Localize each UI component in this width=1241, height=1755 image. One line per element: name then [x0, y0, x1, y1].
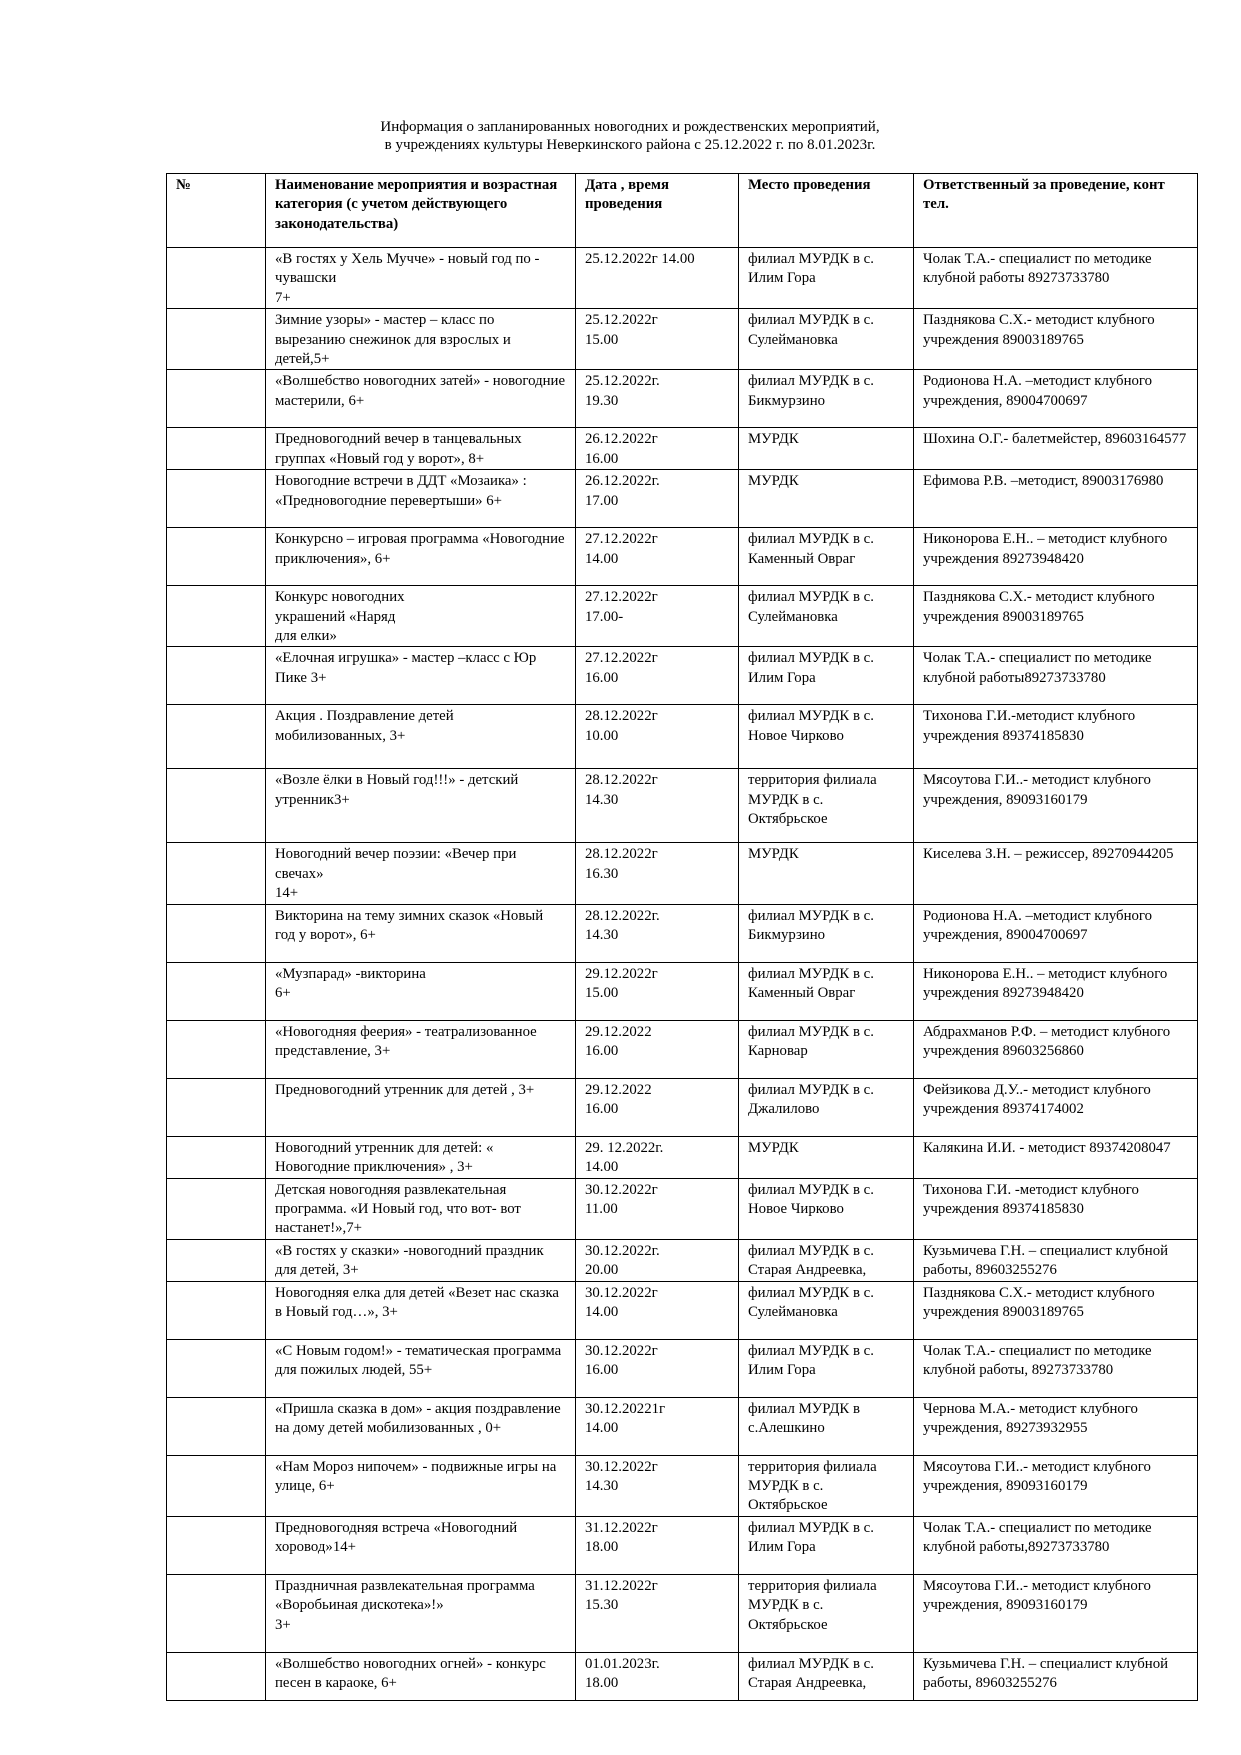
cell-date-time: 27.12.2022г 16.00 [576, 647, 739, 705]
cell-date-time: 30.12.2022г. 20.00 [576, 1239, 739, 1281]
cell-responsible: Тихонова Г.И. -методист клубного учреждения 89374185830 [914, 1178, 1198, 1239]
cell-place: филиал МУРДК в с. Новое Чирково [739, 705, 914, 769]
cell-event-name: «С Новым годом!» - тематическая программа для пожилых людей, 55+ [266, 1339, 576, 1397]
table-body [167, 248, 1198, 1701]
cell-date-time: 28.12.2022г 16.30 [576, 843, 739, 904]
table-row [167, 1516, 1198, 1574]
cell-responsible: Чолак Т.А.- специалист по методике клубной работы 89273733780 [914, 248, 1198, 309]
cell-place: филиал МУРДК в с. Бикмурзино [739, 370, 914, 428]
cell-responsible: Пазднякова С.Х.- методист клубного учреждения 89003189765 [914, 309, 1198, 370]
cell-place: филиал МУРДК в с. Каменный Овраг [739, 962, 914, 1020]
cell-number [167, 1455, 266, 1516]
cell-place: филиал МУРДК в с. Джалилово [739, 1078, 914, 1136]
table-row [167, 1239, 1198, 1281]
table-row [167, 843, 1198, 904]
cell-date-time: 30.12.2022г 14.00 [576, 1281, 739, 1339]
cell-date-time: 28.12.2022г 10.00 [576, 705, 739, 769]
title-line-1: Информация о запланированных новогодних и рождественских мероприятий, [380, 119, 880, 135]
cell-number [167, 1281, 266, 1339]
cell-responsible: Калякина И.И. - методист 89374208047 [914, 1136, 1198, 1178]
cell-number [167, 1239, 266, 1281]
table-row [167, 309, 1198, 370]
cell-event-name: Предновогодний утренник для детей , 3+ [266, 1078, 576, 1136]
table-row [167, 1574, 1198, 1652]
cell-date-time: 25.12.2022г. 19.30 [576, 370, 739, 428]
title-line-2: в учреждениях культуры Неверкинского района с 25.12.2022 г. по 8.01.2023г. [384, 137, 876, 153]
cell-place: филиал МУРДК в с. Новое Чирково [739, 1178, 914, 1239]
table-row [167, 705, 1198, 769]
header-place: Место проведения [739, 174, 914, 248]
cell-number [167, 1339, 266, 1397]
table-header-row [167, 174, 1198, 248]
cell-place: филиал МУРДК в с. Карновар [739, 1020, 914, 1078]
cell-responsible: Чолак Т.А.- специалист по методике клубной работы89273733780 [914, 647, 1198, 705]
cell-number [167, 586, 266, 647]
cell-place: МУРДК [739, 470, 914, 528]
cell-number [167, 705, 266, 769]
cell-responsible: Мясоутова Г.И..- методист клубного учреждения, 89093160179 [914, 1455, 1198, 1516]
cell-event-name: Новогодний вечер поэзии: «Вечер при свечах» 14+ [266, 843, 576, 904]
cell-event-name: Викторина на тему зимних сказок «Новый год у ворот», 6+ [266, 904, 576, 962]
cell-place: филиал МУРДК в с.Алешкино [739, 1397, 914, 1455]
cell-place: территория филиала МУРДК в с. Октябрьское [739, 1574, 914, 1652]
table-row [167, 428, 1198, 470]
cell-event-name: «В гостях у Хель Мучче» - новый год по - чувашски 7+ [266, 248, 576, 309]
cell-date-time: 26.12.2022г 16.00 [576, 428, 739, 470]
cell-event-name: Новогодняя елка для детей «Везет нас сказка в Новый год…», 3+ [266, 1281, 576, 1339]
cell-place: филиал МУРДК в с. Сулеймановка [739, 1281, 914, 1339]
cell-number [167, 309, 266, 370]
cell-number [167, 962, 266, 1020]
cell-number [167, 1020, 266, 1078]
cell-event-name: Конкурс новогодних украшений «Наряд для елки» [266, 586, 576, 647]
cell-place: филиал МУРДК в с. Сулеймановка [739, 586, 914, 647]
cell-responsible: Чолак Т.А.- специалист по методике клубной работы,89273733780 [914, 1516, 1198, 1574]
cell-responsible: Мясоутова Г.И..- методист клубного учреждения, 89093160179 [914, 1574, 1198, 1652]
header-event-name: Наименование мероприятия и возрастная категория (с учетом действующего законодательства) [266, 174, 576, 248]
header-date-time: Дата , время проведения [576, 174, 739, 248]
header-responsible: Ответственный за проведение, конт тел. [914, 174, 1198, 248]
cell-place: филиал МУРДК в с. Илим Гора [739, 1339, 914, 1397]
cell-date-time: 30.12.20221г 14.00 [576, 1397, 739, 1455]
header-number: № [167, 174, 266, 248]
cell-event-name: Новогодние встречи в ДДТ «Мозаика» : «Предновогодние перевертыши» 6+ [266, 470, 576, 528]
cell-responsible: Ефимова Р.В. –методист, 89003176980 [914, 470, 1198, 528]
table-row [167, 470, 1198, 528]
cell-place: филиал МУРДК в с. Бикмурзино [739, 904, 914, 962]
cell-date-time: 31.12.2022г 18.00 [576, 1516, 739, 1574]
cell-date-time: 31.12.2022г 15.30 [576, 1574, 739, 1652]
cell-event-name: Конкурсно – игровая программа «Новогодние приключения», 6+ [266, 528, 576, 586]
cell-date-time: 30.12.2022г 14.30 [576, 1455, 739, 1516]
cell-responsible: Родионова Н.А. –методист клубного учреждения, 89004700697 [914, 370, 1198, 428]
table-row [167, 904, 1198, 962]
cell-number [167, 1136, 266, 1178]
cell-responsible: Кузьмичева Г.Н. – специалист клубной работы, 89603255276 [914, 1652, 1198, 1700]
cell-date-time: 28.12.2022г 14.30 [576, 769, 739, 843]
table-row [167, 1339, 1198, 1397]
cell-number [167, 370, 266, 428]
table-row [167, 962, 1198, 1020]
events-table [166, 173, 1198, 1701]
cell-event-name: «Возле ёлки в Новый год!!!» - детский утренник3+ [266, 769, 576, 843]
cell-date-time: 01.01.2023г. 18.00 [576, 1652, 739, 1700]
cell-number [167, 428, 266, 470]
cell-responsible: Тихонова Г.И.-методист клубного учреждения 89374185830 [914, 705, 1198, 769]
table-row [167, 1136, 1198, 1178]
cell-number [167, 248, 266, 309]
cell-date-time: 29.12.2022 16.00 [576, 1078, 739, 1136]
cell-event-name: «Музпарад» -викторина 6+ [266, 962, 576, 1020]
cell-number [167, 470, 266, 528]
cell-place: филиал МУРДК в с. Илим Гора [739, 1516, 914, 1574]
cell-responsible: Кузьмичева Г.Н. – специалист клубной работы, 89603255276 [914, 1239, 1198, 1281]
cell-event-name: Праздничная развлекательная программа «Воробьиная дискотека»!» 3+ [266, 1574, 576, 1652]
cell-responsible: Абдрахманов Р.Ф. – методист клубного учреждения 89603256860 [914, 1020, 1198, 1078]
table-row [167, 586, 1198, 647]
cell-event-name: Зимние узоры» - мастер – класс по вырезанию снежинок для взрослых и детей,5+ [266, 309, 576, 370]
cell-event-name: «Новогодняя феерия» - театрализованное представление, 3+ [266, 1020, 576, 1078]
cell-number [167, 1397, 266, 1455]
cell-responsible: Никонорова Е.Н.. – методист клубного учреждения 89273948420 [914, 528, 1198, 586]
cell-event-name: Предновогодний вечер в танцевальных группах «Новый год у ворот», 8+ [266, 428, 576, 470]
cell-event-name: «Пришла сказка в дом» - акция поздравление на дому детей мобилизованных , 0+ [266, 1397, 576, 1455]
table-row [167, 769, 1198, 843]
cell-date-time: 29.12.2022 16.00 [576, 1020, 739, 1078]
cell-date-time: 27.12.2022г 14.00 [576, 528, 739, 586]
cell-place: территория филиала МУРДК в с. Октябрьское [739, 1455, 914, 1516]
table-row [167, 1652, 1198, 1700]
table-row [167, 1281, 1198, 1339]
cell-date-time: 25.12.2022г 15.00 [576, 309, 739, 370]
cell-place: филиал МУРДК в с. Каменный Овраг [739, 528, 914, 586]
cell-event-name: «Волшебство новогодних огней» - конкурс песен в караоке, 6+ [266, 1652, 576, 1700]
cell-responsible: Киселева З.Н. – режиссер, 89270944205 [914, 843, 1198, 904]
cell-responsible: Чернова М.А.- методист клубного учреждения, 89273932955 [914, 1397, 1198, 1455]
document-title [150, 118, 1110, 154]
cell-event-name: «В гостях у сказки» -новогодний праздник для детей, 3+ [266, 1239, 576, 1281]
cell-number [167, 843, 266, 904]
cell-event-name: Новогодний утренник для детей: « Новогодние приключения» , 3+ [266, 1136, 576, 1178]
cell-responsible: Родионова Н.А. –методист клубного учреждения, 89004700697 [914, 904, 1198, 962]
cell-place: МУРДК [739, 1136, 914, 1178]
table-row [167, 1078, 1198, 1136]
table-row [167, 1397, 1198, 1455]
cell-number [167, 1574, 266, 1652]
cell-date-time: 26.12.2022г. 17.00 [576, 470, 739, 528]
table-row [167, 248, 1198, 309]
cell-event-name: Детская новогодняя развлекательная программа. «И Новый год, что вот- вот настанет!»,7+ [266, 1178, 576, 1239]
cell-responsible: Фейзикова Д.У..- методист клубного учреждения 89374174002 [914, 1078, 1198, 1136]
cell-place: МУРДК [739, 428, 914, 470]
cell-responsible: Чолак Т.А.- специалист по методике клубной работы, 89273733780 [914, 1339, 1198, 1397]
table-row [167, 1178, 1198, 1239]
cell-event-name: «Нам Мороз нипочем» - подвижные игры на улице, 6+ [266, 1455, 576, 1516]
cell-event-name: Акция . Поздравление детей мобилизованных, 3+ [266, 705, 576, 769]
cell-date-time: 30.12.2022г 16.00 [576, 1339, 739, 1397]
cell-number [167, 1516, 266, 1574]
cell-place: филиал МУРДК в с. Сулеймановка [739, 309, 914, 370]
cell-date-time: 29.12.2022г 15.00 [576, 962, 739, 1020]
cell-responsible: Никонорова Е.Н.. – методист клубного учреждения 89273948420 [914, 962, 1198, 1020]
cell-number [167, 1078, 266, 1136]
table-row [167, 528, 1198, 586]
cell-responsible: Шохина О.Г.- балетмейстер, 89603164577 [914, 428, 1198, 470]
cell-number [167, 1652, 266, 1700]
cell-number [167, 904, 266, 962]
cell-date-time: 29. 12.2022г. 14.00 [576, 1136, 739, 1178]
cell-number [167, 647, 266, 705]
cell-date-time: 27.12.2022г 17.00- [576, 586, 739, 647]
table-row [167, 647, 1198, 705]
cell-responsible: Мясоутова Г.И..- методист клубного учреждения, 89093160179 [914, 769, 1198, 843]
cell-event-name: «Елочная игрушка» - мастер –класс с Юр Пике 3+ [266, 647, 576, 705]
table-row [167, 1455, 1198, 1516]
cell-event-name: «Волшебство новогодних затей» - новогодние мастерили, 6+ [266, 370, 576, 428]
cell-date-time: 28.12.2022г. 14.30 [576, 904, 739, 962]
cell-date-time: 25.12.2022г 14.00 [576, 248, 739, 309]
cell-date-time: 30.12.2022г 11.00 [576, 1178, 739, 1239]
table-row [167, 1020, 1198, 1078]
cell-place: филиал МУРДК в с. Старая Андреевка, [739, 1239, 914, 1281]
cell-responsible: Пазднякова С.Х.- методист клубного учреждения 89003189765 [914, 586, 1198, 647]
cell-number [167, 769, 266, 843]
cell-place: филиал МУРДК в с. Илим Гора [739, 647, 914, 705]
table-row [167, 370, 1198, 428]
cell-place: филиал МУРДК в с. Старая Андреевка, [739, 1652, 914, 1700]
cell-place: МУРДК [739, 843, 914, 904]
cell-responsible: Пазднякова С.Х.- методист клубного учреждения 89003189765 [914, 1281, 1198, 1339]
cell-place: филиал МУРДК в с. Илим Гора [739, 248, 914, 309]
cell-event-name: Предновогодняя встреча «Новогодний хоровод»14+ [266, 1516, 576, 1574]
cell-number [167, 1178, 266, 1239]
cell-place: территория филиала МУРДК в с. Октябрьское [739, 769, 914, 843]
cell-number [167, 528, 266, 586]
